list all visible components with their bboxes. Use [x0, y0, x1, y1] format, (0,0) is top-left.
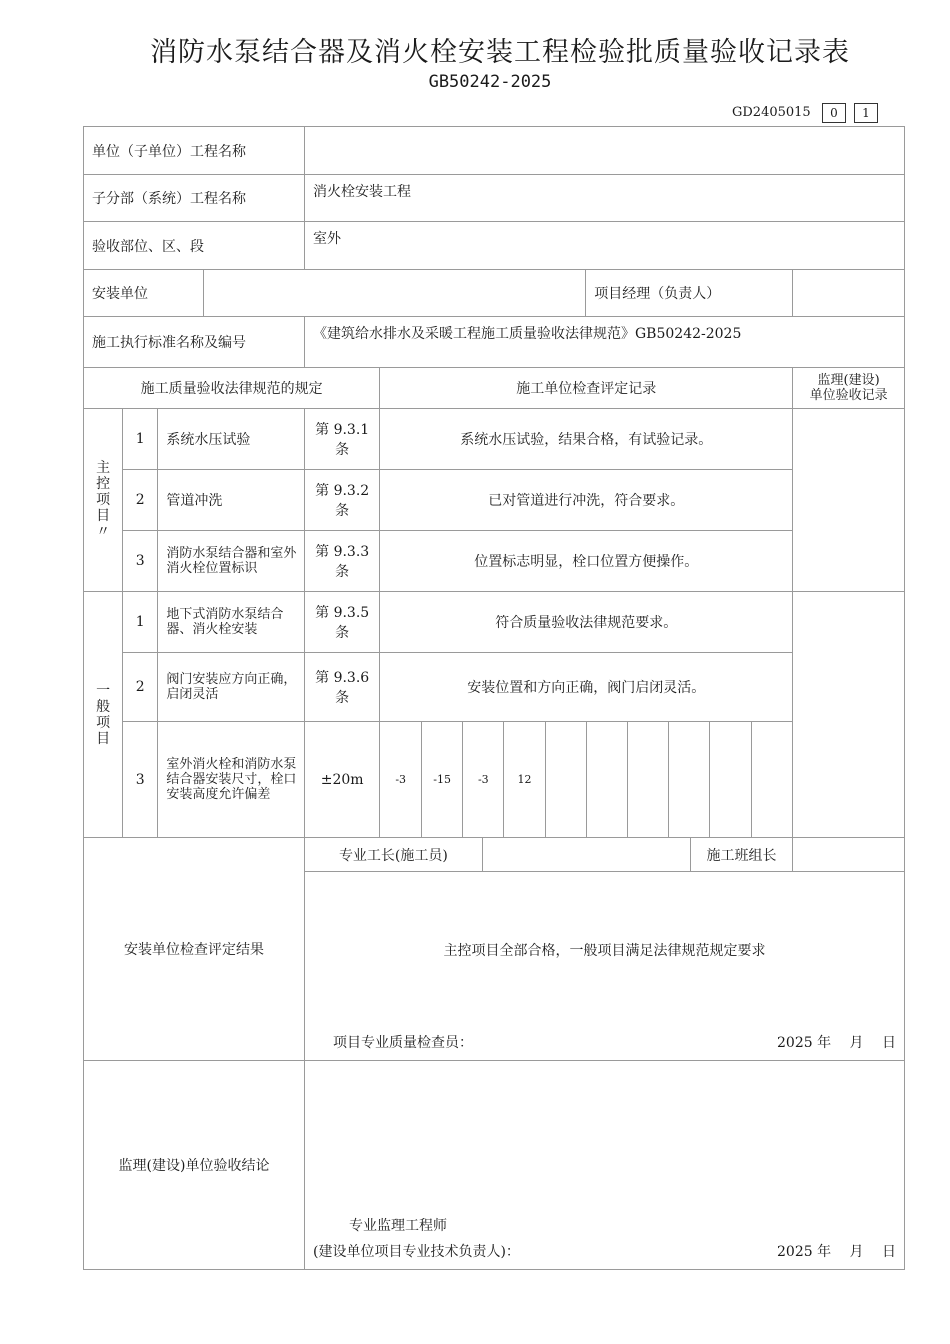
installer-conclusion: 主控项目全部合格，一般项目满足法律规范规定要求 — [443, 943, 766, 959]
team-leader-label: 施工班组长 — [690, 838, 792, 872]
spec-value: 《建筑给水排水及采暖工程施工质量验收法律规范》GB50242-2025 — [305, 317, 905, 368]
check-record: 系统水压试验，结果合格，有试验记录。 — [380, 409, 793, 470]
check-record: 安装位置和方向正确，阀门启闭灵活。 — [380, 653, 793, 722]
row-number: 2 — [123, 470, 158, 531]
team-leader-value — [793, 838, 905, 872]
item-name: 消防水泵结合器和室外消火栓位置标识 — [158, 531, 305, 592]
deviation-cell — [751, 722, 792, 837]
deviation-cell — [586, 722, 627, 837]
spec-label: 施工执行标准名称及编号 — [84, 317, 305, 368]
deviation-cell: 12 — [504, 722, 545, 837]
main-items-label: 主 控 项 目 〃 — [84, 409, 123, 592]
deviation-cell — [545, 722, 586, 837]
table-row — [84, 592, 905, 653]
check-column-header: 施工单位检查评定记录 — [380, 368, 793, 409]
row-number: 3 — [123, 722, 158, 838]
tolerance: ±20m — [305, 722, 380, 838]
supervise-header-line1: 监理(建设) — [817, 373, 880, 388]
installer-result-label: 安装单位检查评定结果 — [84, 838, 305, 1061]
unit-project-value — [305, 127, 905, 175]
form-title: 消防水泵结合器及消火栓安装工程检验批质量验收记录表 — [150, 37, 850, 68]
supervision-body — [305, 1061, 905, 1270]
quality-inspector-label: 项目专业质量检查员： — [333, 1035, 473, 1051]
item-name: 地下式消防水泵结合器、消火栓安装 — [158, 592, 305, 653]
supervision-label: 监理(建设)单位验收结论 — [84, 1061, 305, 1270]
spec-column-header: 施工质量验收法律规范的规定 — [84, 368, 380, 409]
form-code: GD2405015 — [732, 105, 811, 120]
item-name: 管道冲洗 — [158, 470, 305, 531]
foreman-value — [482, 838, 690, 872]
supervising-engineer-label: 专业监理工程师 — [349, 1218, 447, 1234]
manager-value — [793, 270, 905, 317]
standard-code: GB50242-2025 — [428, 72, 552, 92]
item-name: 室外消火栓和消防水泵结合器安装尺寸，栓口安装高度允许偏差 — [158, 722, 305, 838]
code-box-1: 0 — [822, 103, 846, 123]
subpart-value: 消火栓安装工程 — [305, 175, 905, 222]
row-number: 3 — [123, 531, 158, 592]
table-row — [84, 653, 905, 722]
table-row — [84, 531, 905, 592]
deviation-grid — [380, 722, 792, 837]
supervise-record-main — [793, 409, 905, 592]
deviation-cell — [710, 722, 751, 837]
clause: 第 9.3.2 条 — [305, 470, 380, 531]
location-label: 验收部位、区、段 — [84, 222, 305, 270]
supervise-record-general — [793, 592, 905, 838]
supervise-column-header — [793, 368, 905, 409]
installer-value — [203, 270, 586, 317]
clause: 第 9.3.3 条 — [305, 531, 380, 592]
foreman-label: 专业工长(施工员) — [305, 838, 483, 872]
owner-tech-lead-label: (建设单位项目专业技术负责人)： — [313, 1244, 520, 1260]
row-number: 2 — [123, 653, 158, 722]
table-row — [84, 722, 905, 838]
check-record: 已对管道进行冲洗，符合要求。 — [380, 470, 793, 531]
deviation-values — [380, 722, 793, 838]
supervision-date: 2025 年 月 日 — [777, 1244, 896, 1260]
row-number: 1 — [123, 592, 158, 653]
deviation-cell — [627, 722, 668, 837]
check-record: 符合质量验收法律规范要求。 — [380, 592, 793, 653]
supervise-header-line2: 单位验收记录 — [809, 388, 888, 403]
deviation-cell: -3 — [463, 722, 504, 837]
general-items-label: 一 般 项 目 — [84, 592, 123, 838]
code-box-2: 1 — [854, 103, 878, 123]
item-name: 阀门安装应方向正确，启闭灵活 — [158, 653, 305, 722]
deviation-cell: -15 — [422, 722, 463, 837]
subpart-label: 子分部（系统）工程名称 — [84, 175, 305, 222]
deviation-cell — [669, 722, 710, 837]
table-row — [84, 470, 905, 531]
table-row — [84, 409, 905, 470]
installer-date: 2025 年 月 日 — [777, 1035, 896, 1051]
installer-result-body — [305, 872, 905, 1061]
check-record: 位置标志明显，栓口位置方便操作。 — [380, 531, 793, 592]
manager-label: 项目经理（负责人） — [586, 270, 793, 317]
clause: 第 9.3.5 条 — [305, 592, 380, 653]
deviation-cell: -3 — [380, 722, 421, 837]
clause: 第 9.3.6 条 — [305, 653, 380, 722]
item-name: 系统水压试验 — [158, 409, 305, 470]
row-number: 1 — [123, 409, 158, 470]
clause: 第 9.3.1 条 — [305, 409, 380, 470]
inspection-form — [83, 126, 905, 1270]
location-value: 室外 — [305, 222, 905, 270]
installer-label: 安装单位 — [84, 270, 204, 317]
unit-project-label: 单位（子单位）工程名称 — [84, 127, 305, 175]
